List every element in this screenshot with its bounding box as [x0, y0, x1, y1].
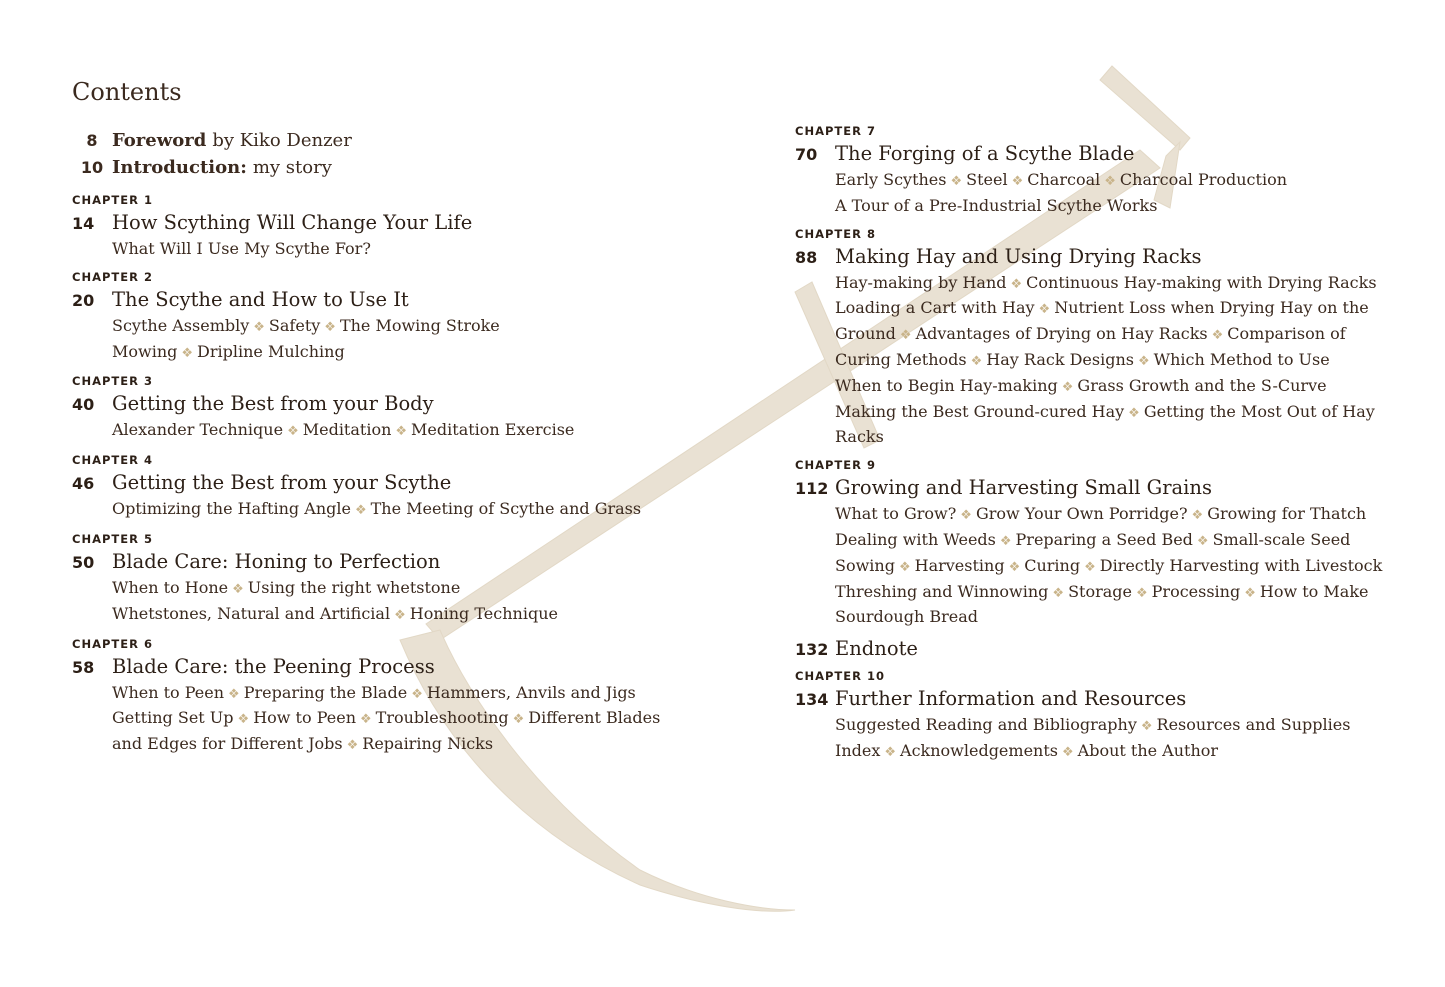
chapter-entry	[72, 193, 712, 261]
section-line	[835, 348, 1415, 374]
section-item[interactable]: Hammers, Anvils and Jigs	[426, 682, 636, 702]
section-item[interactable]: Preparing the Blade	[243, 682, 408, 702]
section-item[interactable]: Resources and Supplies	[1156, 715, 1351, 735]
separator-icon: ❖	[324, 319, 336, 335]
section-line	[835, 168, 1415, 194]
separator-icon: ❖	[411, 686, 423, 702]
front-entry-introduction[interactable]	[72, 157, 712, 184]
separator-icon: ❖	[999, 533, 1012, 549]
left-column	[72, 78, 712, 758]
section-item[interactable]: Loading a Cart with Hay	[835, 298, 1035, 318]
chapter-entry	[795, 669, 1415, 765]
page-number: 40	[72, 395, 95, 415]
chapter-title: Blade Care: the Peening Process	[112, 654, 435, 678]
section-item[interactable]: Using the right whetstone	[247, 577, 461, 597]
page-number: 10	[80, 158, 104, 177]
section-item[interactable]: Grow Your Own Porridge?	[975, 504, 1188, 524]
chapter-entry	[795, 637, 1415, 660]
section-item[interactable]: Whetstones, Natural and Artificial	[112, 603, 391, 623]
separator-icon: ❖	[1191, 508, 1204, 524]
chapter-title: The Scythe and How to Use It	[112, 287, 409, 311]
section-line	[835, 502, 1415, 528]
section-item[interactable]: Steel	[966, 170, 1008, 189]
section-list	[835, 502, 1415, 629]
section-list	[835, 271, 1415, 450]
section-item[interactable]: Processing	[1151, 581, 1241, 601]
chapter-label: CHAPTER 8	[795, 226, 876, 241]
separator-icon: ❖	[512, 712, 525, 728]
section-item[interactable]: Dealing with Weeds	[835, 529, 996, 549]
section-item[interactable]: A Tour of a Pre-Industrial Scythe Works	[835, 195, 1158, 215]
chapter-entry	[72, 637, 712, 758]
entry-subtitle: by Kiko Denzer	[212, 130, 352, 151]
page-number: 8	[86, 131, 98, 150]
separator-icon: ❖	[1084, 559, 1096, 575]
section-item[interactable]: How to Make	[1259, 581, 1369, 601]
separator-icon: ❖	[960, 508, 972, 524]
section-item[interactable]: Repairing Nicks	[362, 734, 494, 754]
page-number: 134	[795, 690, 829, 710]
section-item[interactable]: The Meeting of Scythe and Grass	[370, 499, 642, 519]
page-number: 50	[72, 552, 95, 572]
chapter-heading-link[interactable]	[72, 471, 712, 494]
separator-icon: ❖	[1244, 585, 1256, 601]
separator-icon: ❖	[253, 319, 265, 335]
separator-icon: ❖	[1008, 559, 1021, 575]
chapter-entry	[72, 270, 712, 366]
page-number: 70	[795, 145, 818, 164]
chapter-title: Getting the Best from your Scythe	[112, 471, 452, 495]
section-item[interactable]: What to Grow?	[835, 504, 957, 524]
section-item[interactable]: Nutrient Loss when Drying Hay on the	[1054, 298, 1369, 318]
chapter-heading-link[interactable]	[72, 392, 712, 415]
chapter-entry	[795, 458, 1415, 629]
page-number: 20	[72, 290, 95, 310]
separator-icon: ❖	[237, 712, 250, 728]
entry-title: Foreword	[112, 130, 207, 151]
separator-icon: ❖	[232, 581, 244, 597]
separator-icon: ❖	[950, 174, 963, 189]
section-line	[835, 425, 1415, 449]
chapter-label: CHAPTER 9	[795, 458, 876, 473]
page-number: 88	[795, 247, 818, 267]
separator-icon: ❖	[1128, 405, 1140, 421]
separator-icon: ❖	[1052, 585, 1065, 601]
section-line	[835, 739, 1415, 765]
section-item[interactable]: About the Author	[1077, 740, 1219, 760]
section-item[interactable]: Dripline Mulching	[197, 341, 345, 361]
separator-icon: ❖	[1104, 174, 1116, 189]
right-chapter-list	[795, 124, 1415, 765]
separator-icon: ❖	[287, 424, 299, 440]
section-item[interactable]: Hay Rack Designs	[986, 349, 1134, 369]
section-item[interactable]: What Will I Use My Scythe For?	[112, 239, 371, 258]
section-item[interactable]: Which Method to Use	[1153, 349, 1330, 369]
chapter-label: CHAPTER 1	[72, 193, 153, 207]
section-line	[835, 374, 1415, 400]
entry-subtitle: my story	[252, 157, 332, 178]
chapter-title: How Scything Will Change Your Life	[112, 211, 473, 234]
separator-icon: ❖	[1211, 328, 1224, 344]
section-item[interactable]: Mowing	[112, 341, 178, 361]
section-item[interactable]: Optimizing the Hafting Angle	[112, 499, 351, 519]
chapter-heading-link[interactable]	[795, 245, 1415, 268]
separator-icon: ❖	[1196, 533, 1209, 549]
separator-icon: ❖	[898, 559, 911, 575]
section-item[interactable]: Comparison of	[1227, 324, 1346, 344]
section-item[interactable]: Small-scale Seed	[1212, 529, 1351, 549]
section-item[interactable]: Threshing and Winnowing	[835, 581, 1049, 601]
section-item[interactable]: When to Begin Hay-making	[835, 375, 1058, 395]
section-item[interactable]: Harvesting	[914, 555, 1005, 575]
section-item[interactable]: Alexander Technique	[112, 420, 284, 440]
separator-icon: ❖	[394, 607, 406, 623]
section-item[interactable]: Continuous Hay-making with Drying Racks	[1026, 272, 1377, 292]
chapter-title: Endnote	[835, 637, 918, 661]
chapter-title: Getting the Best from your Body	[112, 392, 434, 416]
section-line	[835, 554, 1415, 580]
separator-icon: ❖	[1010, 276, 1023, 292]
chapter-label: CHAPTER 5	[72, 531, 153, 546]
section-line	[835, 400, 1415, 426]
chapter-entry	[795, 124, 1415, 218]
section-list	[112, 497, 712, 523]
chapter-entry	[795, 227, 1415, 450]
chapter-entry	[72, 374, 712, 444]
chapter-heading-link[interactable]	[72, 655, 712, 678]
section-list	[112, 314, 712, 366]
section-item[interactable]: Curing	[1024, 555, 1081, 575]
section-line	[112, 602, 712, 628]
chapter-label: CHAPTER 10	[795, 669, 885, 684]
section-item[interactable]: How to Peen	[253, 708, 356, 728]
page-number: 112	[795, 479, 829, 499]
section-item[interactable]: Getting the Most Out of Hay	[1143, 401, 1375, 421]
separator-icon: ❖	[181, 345, 194, 361]
separator-icon: ❖	[1061, 379, 1074, 395]
separator-icon: ❖	[346, 738, 359, 754]
separator-icon: ❖	[1061, 744, 1074, 760]
separator-icon: ❖	[395, 424, 408, 440]
section-item[interactable]: When to Peen	[112, 682, 225, 702]
chapter-heading-link[interactable]	[72, 550, 712, 573]
section-list	[112, 681, 712, 758]
section-item[interactable]: The Mowing Stroke	[339, 315, 500, 335]
section-item[interactable]: Meditation	[302, 420, 392, 440]
separator-icon: ❖	[1038, 302, 1051, 318]
left-chapter-list	[72, 193, 712, 758]
section-item[interactable]: Sourdough Bread	[835, 607, 979, 627]
section-list	[835, 168, 1415, 218]
separator-icon: ❖	[354, 503, 367, 519]
chapter-label: CHAPTER 2	[72, 269, 153, 284]
section-item[interactable]: Directly Harvesting with Livestock	[1099, 555, 1383, 575]
chapter-label: CHAPTER 6	[72, 636, 153, 651]
section-line	[112, 497, 712, 523]
section-line	[112, 706, 712, 732]
section-item[interactable]: Index	[835, 740, 881, 760]
section-item[interactable]: Scythe Assembly	[112, 315, 250, 335]
separator-icon: ❖	[899, 328, 912, 344]
front-entry-foreword[interactable]	[72, 130, 712, 157]
chapter-title: Blade Care: Honing to Perfection	[112, 549, 441, 573]
section-line	[112, 314, 712, 340]
section-item[interactable]: Racks	[835, 427, 884, 447]
section-item[interactable]: Suggested Reading and Bibliography	[835, 715, 1137, 735]
separator-icon: ❖	[360, 712, 372, 728]
section-item[interactable]: Early Scythes	[835, 170, 947, 189]
chapter-label: CHAPTER 7	[795, 124, 876, 138]
separator-icon: ❖	[1140, 719, 1153, 735]
section-item[interactable]: Ground	[835, 324, 896, 344]
chapter-entry	[72, 532, 712, 628]
section-line	[835, 713, 1415, 739]
separator-icon: ❖	[1137, 353, 1150, 369]
section-item[interactable]: Meditation Exercise	[411, 420, 575, 440]
chapter-heading-link[interactable]	[72, 211, 712, 234]
section-item[interactable]: Acknowledgements	[900, 740, 1058, 760]
section-line	[835, 528, 1415, 554]
chapter-label: CHAPTER 4	[72, 453, 153, 468]
entry-title: Introduction:	[112, 157, 247, 178]
section-list	[112, 418, 712, 444]
page-number: 58	[72, 657, 95, 677]
section-item[interactable]: Sowing	[835, 555, 895, 575]
section-item[interactable]: and Edges for Different Jobs	[112, 734, 343, 754]
section-item[interactable]: Honing Technique	[409, 603, 558, 623]
chapter-heading-link[interactable]	[795, 637, 1415, 660]
separator-icon: ❖	[228, 686, 240, 702]
separator-icon: ❖	[884, 744, 897, 760]
section-list	[112, 237, 712, 261]
separator-icon: ❖	[1136, 585, 1148, 601]
section-item[interactable]: Preparing a Seed Bed	[1015, 529, 1193, 549]
chapter-heading-link[interactable]	[795, 476, 1415, 499]
section-item[interactable]: Troubleshooting	[375, 708, 509, 728]
chapter-title: Growing and Harvesting Small Grains	[835, 476, 1212, 500]
section-list	[112, 576, 712, 628]
section-line	[112, 418, 712, 444]
separator-icon: ❖	[1011, 174, 1024, 189]
section-item[interactable]: Different Blades	[528, 708, 661, 728]
section-line	[835, 580, 1415, 606]
chapter-heading-link[interactable]	[795, 142, 1415, 165]
chapter-title: The Forging of a Scythe Blade	[835, 142, 1135, 165]
page-number: 46	[72, 474, 95, 494]
chapter-heading-link[interactable]	[72, 288, 712, 311]
section-line	[112, 237, 712, 261]
section-line	[112, 681, 712, 707]
separator-icon: ❖	[970, 353, 983, 369]
section-item[interactable]: Getting Set Up	[112, 708, 234, 728]
chapter-label: CHAPTER 3	[72, 374, 153, 389]
section-item[interactable]: When to Hone	[112, 577, 229, 597]
page-title: Contents	[72, 78, 182, 106]
section-item[interactable]: Charcoal Production	[1119, 170, 1287, 189]
section-item[interactable]: Making the Best Ground-cured Hay	[835, 401, 1125, 421]
page-number: 132	[795, 640, 829, 660]
page-number: 14	[72, 214, 95, 233]
section-item[interactable]: Advantages of Drying on Hay Racks	[915, 324, 1208, 344]
section-item[interactable]: Growing for Thatch	[1207, 504, 1367, 524]
section-list	[835, 713, 1415, 765]
section-line	[835, 322, 1415, 348]
section-item[interactable]: Charcoal	[1027, 170, 1101, 189]
section-line	[835, 271, 1415, 297]
section-item[interactable]: Safety	[268, 315, 321, 335]
chapter-title: Making Hay and Using Drying Racks	[835, 244, 1202, 268]
section-item[interactable]: Grass Growth and the S-Curve	[1077, 375, 1327, 395]
section-line	[112, 732, 712, 758]
section-line	[835, 296, 1415, 322]
chapter-heading-link[interactable]	[795, 687, 1415, 710]
section-line	[112, 576, 712, 602]
section-item[interactable]: Storage	[1068, 581, 1132, 601]
chapter-title: Further Information and Resources	[835, 687, 1187, 711]
section-line	[835, 605, 1415, 629]
section-item[interactable]: Curing Methods	[835, 349, 967, 369]
section-line	[112, 340, 712, 366]
right-column	[795, 124, 1415, 765]
section-item[interactable]: Hay-making by Hand	[835, 272, 1007, 292]
section-line	[835, 194, 1415, 218]
chapter-entry	[72, 453, 712, 523]
